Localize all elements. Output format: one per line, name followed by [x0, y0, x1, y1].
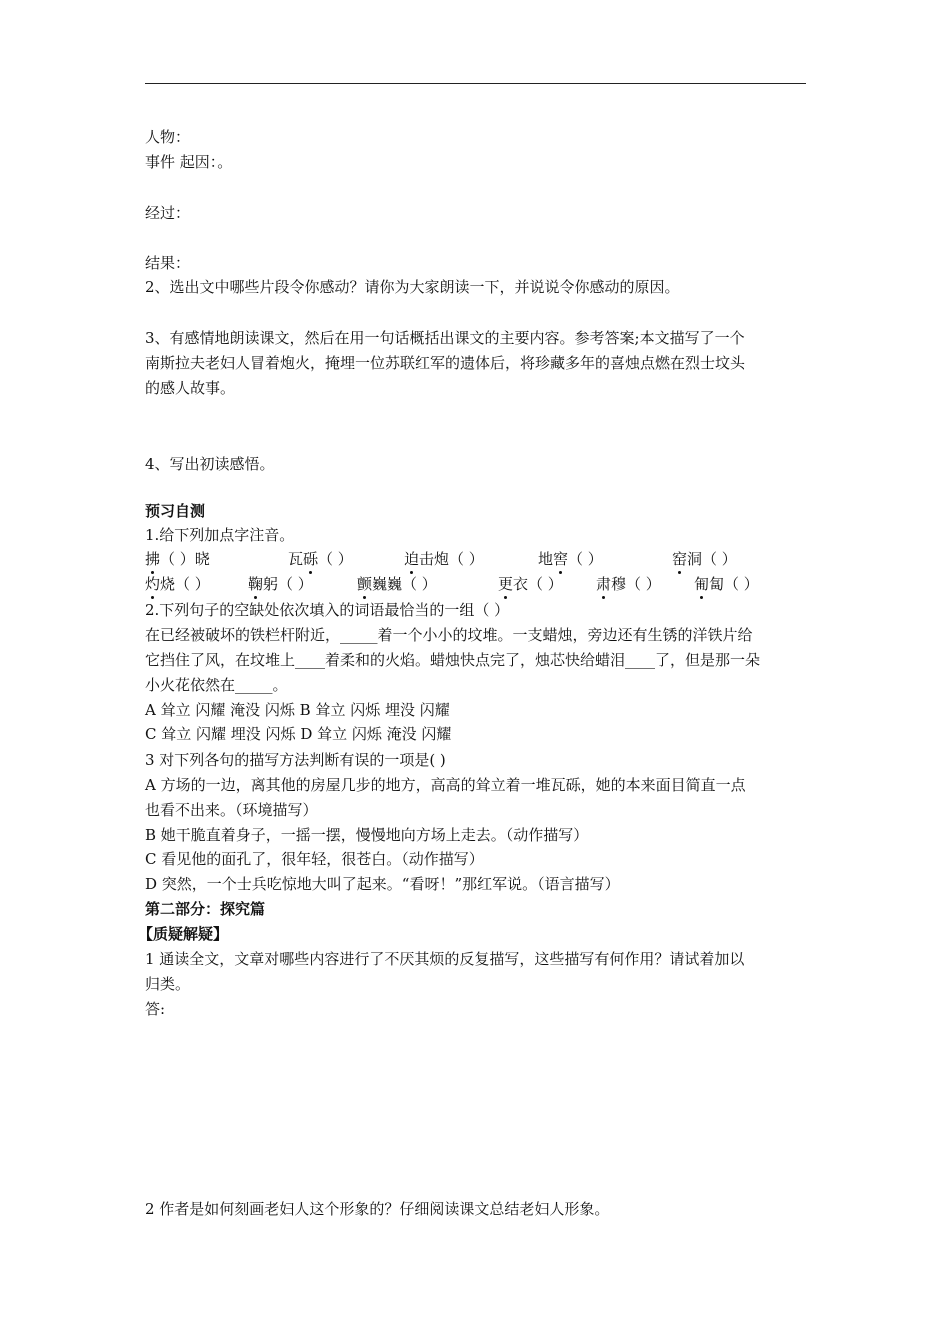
preview-q2-line: 在已经被破坏的铁栏杆附近，_____着一个小小的坟堆。一支蜡烛，旁边还有生锈的洋铁片给	[145, 626, 753, 644]
process-label: 经过：	[145, 204, 191, 222]
question-3-line: 南斯拉夫老妇人冒着炮火，掩埋一位苏联红军的遗体后，将珍藏多年的喜烛点燃在烈士坟头	[145, 354, 746, 372]
preview-q3-title: 3 对下列各句的描写方法判断有误的一项是( )	[145, 751, 446, 769]
pinyin-item: 拂（ ）晓	[145, 550, 210, 568]
part2-subheading: 【质疑解疑】	[138, 925, 229, 943]
pinyin-item: 迫击炮（ ）	[404, 550, 484, 568]
preview-q3-line: A 方场的一边，离其他的房屋几步的地方，高高的耸立着一堆瓦砾，她的本来面目简直一点	[145, 776, 746, 794]
preview-q3-line: D 突然，一个士兵吃惊地大叫了起来。“看呀！”那红军说。（语言描写）	[145, 875, 620, 893]
dotted-char: 灼	[145, 575, 161, 593]
dotted-char: 窑	[672, 550, 688, 568]
pinyin-item: 鞠躬（ ）	[248, 575, 313, 593]
preview-q2-option: C 耸立 闪耀 埋没 闪烁 D 耸立 闪烁 淹没 闪耀	[145, 725, 452, 743]
part2-q1-line: 归类。	[145, 975, 191, 993]
question-3-line: 的感人故事。	[145, 379, 236, 397]
part2-heading: 第二部分：探究篇	[145, 900, 266, 918]
dotted-char: 迫	[404, 550, 420, 568]
pinyin-item: 灼烧（ ）	[145, 575, 210, 593]
dotted-char: 更	[498, 575, 514, 593]
dotted-char: 鞠	[248, 575, 264, 593]
question-4: 4、写出初读感悟。	[145, 455, 275, 473]
dotted-char: 颤	[357, 575, 373, 593]
people-label: 人物：	[145, 128, 191, 146]
preview-q3-line: C 看见他的面孔了，很年轻，很苍白。（动作描写）	[145, 850, 484, 868]
event-line: 事件 起因：。	[145, 153, 233, 171]
pinyin-item: 瓦砾（ ）	[288, 550, 353, 568]
dotted-char: 拂	[145, 550, 161, 568]
pinyin-item: 地窖（ ）	[538, 550, 603, 568]
preview-q2-option: A 耸立 闪耀 淹没 闪烁 B 耸立 闪烁 埋没 闪耀	[145, 701, 450, 719]
answer-label: 答:	[145, 1000, 166, 1018]
header-rule	[145, 83, 806, 84]
preview-q2-line: 它挡住了风，在坟堆上____着柔和的火焰。蜡烛快点完了，烛芯快给蜡泪____了，但是那一朵	[145, 651, 761, 669]
pinyin-item: 颤巍巍（ ）	[357, 575, 437, 593]
dotted-char: 窖	[553, 550, 569, 568]
preview-q1-title: 1.给下列加点字注音。	[145, 526, 295, 544]
preview-heading: 预习自测	[145, 502, 206, 520]
dotted-char: 匍	[694, 575, 710, 593]
question-2: 2、选出文中哪些片段令你感动？请你为大家朗读一下，并说说令你感动的原因。	[145, 278, 680, 296]
preview-q2-line: 小火花依然在_____。	[145, 676, 288, 694]
pinyin-item: 窑洞（ ）	[672, 550, 737, 568]
preview-q2-title: 2.下列句子的空缺处依次填入的词语最恰当的一组（ ）	[145, 601, 510, 619]
dotted-char: 肃	[596, 575, 612, 593]
question-3-line: 3、有感情地朗读课文，然后在用一句话概括出课文的主要内容。参考答案;本文描写了一个	[145, 329, 745, 347]
preview-q3-line: 也看不出来。（环境描写）	[145, 801, 318, 819]
pinyin-item: 匍匐（ ）	[694, 575, 759, 593]
result-label: 结果：	[145, 254, 191, 272]
part2-q1-line: 1 通读全文，文章对哪些内容进行了不厌其烦的反复描写，这些描写有何作用？请试着加以	[145, 950, 745, 968]
preview-q3-line: B 她干脆直着身子，一摇一摆，慢慢地向方场上走去。（动作描写）	[145, 826, 589, 844]
pinyin-item: 肃穆（ ）	[596, 575, 661, 593]
part2-q2: 2 作者是如何刻画老妇人这个形象的？仔细阅读课文总结老妇人形象。	[145, 1200, 610, 1218]
dotted-char: 砾	[303, 550, 319, 568]
pinyin-item: 更衣（ ）	[498, 575, 563, 593]
